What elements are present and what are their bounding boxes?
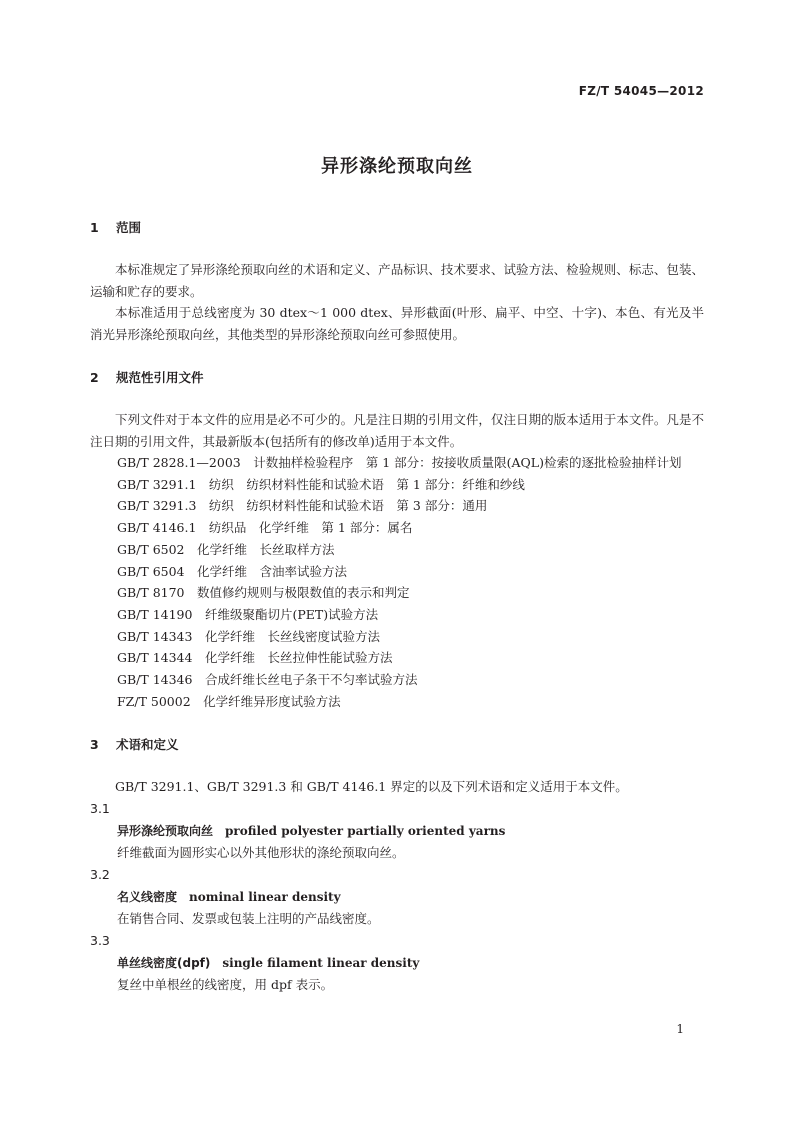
reference-item: GB/T 2828.1—2003 计数抽样检验程序 第 1 部分：按接收质量限(AQL)检索的逐批检验抽样计划 <box>117 455 682 470</box>
reference-item: GB/T 8170 数值修约规则与极限数值的表示和判定 <box>117 585 410 601</box>
term-number: 3.2 <box>90 866 110 882</box>
term-zh: 异形涤纶预取向丝 <box>117 823 214 838</box>
section-2-heading <box>90 367 704 389</box>
section-title: 术语和定义 <box>116 737 179 753</box>
term-number: 3.3 <box>90 932 110 948</box>
section-3-heading <box>90 734 704 756</box>
term-en: nominal linear density <box>189 889 341 904</box>
term-definition: 复丝中单根丝的线密度，用 dpf 表示。 <box>117 976 334 992</box>
reference-item: GB/T 6504 化学纤维 含油率试验方法 <box>117 563 348 579</box>
paragraph: GB/T 3291.1、GB/T 3291.3 和 GB/T 4146.1 界定的以及下列术语和定义适用于本文件。 <box>115 779 628 795</box>
reference-item: FZ/T 50002 化学纤维异形度试验方法 <box>117 693 341 709</box>
term-definition: 纤维截面为圆形实心以外其他形状的涤纶预取向丝。 <box>117 844 405 860</box>
term-definition: 在销售合同、发票或包装上注明的产品线密度。 <box>117 910 380 926</box>
section-1-heading <box>90 217 704 239</box>
term-zh: 名义线密度 <box>117 889 178 904</box>
reference-item: GB/T 14344 化学纤维 长丝拉伸性能试验方法 <box>117 650 393 666</box>
term-zh: 单丝线密度(dpf) <box>117 955 211 970</box>
term-en: profiled polyester partially oriented yarns <box>225 823 506 838</box>
section-number: 2 <box>90 370 99 385</box>
reference-item: GB/T 4146.1 纺织品 化学纤维 第 1 部分：属名 <box>117 520 413 536</box>
term-heading <box>90 952 704 974</box>
standard-number: FZ/T 54045—2012 <box>578 84 704 98</box>
section-title: 规范性引用文件 <box>116 370 204 385</box>
reference-item: GB/T 14343 化学纤维 长丝线密度试验方法 <box>117 628 380 644</box>
reference-item: GB/T 6502 化学纤维 长丝取样方法 <box>117 541 335 557</box>
reference-item: GB/T 14190 纤维级聚酯切片(PET)试验方法 <box>117 606 379 622</box>
reference-item: GB/T 14346 合成纤维长丝电子条干不匀率试验方法 <box>117 672 418 688</box>
document-title: 异形涤纶预取向丝 <box>321 156 473 177</box>
reference-item: GB/T 3291.3 纺织 纺织材料性能和试验术语 第 3 部分：通用 <box>117 498 488 514</box>
term-en: single filament linear density <box>222 955 420 970</box>
term-number: 3.1 <box>90 800 110 816</box>
reference-item: GB/T 3291.1 纺织 纺织材料性能和试验术语 第 1 部分：纤维和纱线 <box>117 476 525 492</box>
section-number: 1 <box>90 220 99 235</box>
section-number: 3 <box>90 737 99 753</box>
term-heading <box>90 820 704 842</box>
document-body <box>90 217 704 996</box>
term-heading <box>90 886 704 908</box>
section-title: 范围 <box>116 220 142 235</box>
paragraph: 本标准规定了异形涤纶预取向丝的术语和定义、产品标识、技术要求、试验方法、检验规则、标志、包装、运输和贮存的要求。 <box>90 262 704 299</box>
paragraph: 下列文件对于本文件的应用是必不可少的。凡是注日期的引用文件，仅注日期的版本适用于本文件。凡是不注日期的引用文件，其最新版本(包括所有的修改单)适用于本文件。 <box>90 412 704 449</box>
paragraph: 本标准适用于总线密度为 30 dtex～1 000 dtex、异形截面(叶形、扁平、中空、十字)、本色、有光及半消光异形涤纶预取向丝，其他类型的异形涤纶预取向丝可参照使用。 <box>90 305 704 342</box>
page-number: 1 <box>676 1022 684 1036</box>
